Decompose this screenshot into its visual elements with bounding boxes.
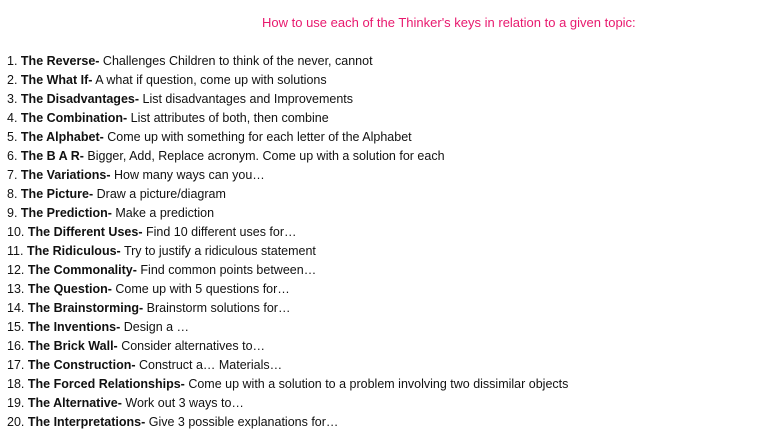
list-item (7, 128, 568, 147)
key-name: The Picture- (20, 187, 94, 201)
key-name: The Alphabet- (20, 130, 104, 144)
item-number: 16. (7, 339, 25, 353)
key-description: Find 10 different uses for… (145, 225, 297, 239)
key-name: The Interpretations- (27, 415, 146, 429)
list-item (7, 356, 568, 375)
key-name: The Ridiculous- (26, 244, 121, 258)
item-number: 4. (7, 111, 18, 125)
list-item (7, 52, 568, 71)
list-item (7, 71, 568, 90)
key-description: Consider alternatives to… (121, 339, 266, 353)
key-description: Design a … (123, 320, 190, 334)
key-description: Challenges Children to think of the never, cannot (102, 54, 373, 68)
key-description: Try to justify a ridiculous statement (123, 244, 316, 258)
key-description: Construct a… Materials… (139, 358, 283, 372)
item-number: 11. (7, 244, 24, 258)
list-item (7, 299, 568, 318)
list-item (7, 318, 568, 337)
item-number: 1. (7, 54, 18, 68)
key-name: The Commonality- (27, 263, 137, 277)
item-number: 6. (7, 149, 18, 163)
key-description: Bigger, Add, Replace acronym. Come up with a solution for each (87, 149, 445, 163)
list-item (7, 166, 568, 185)
key-description: Give 3 possible explanations for… (148, 415, 339, 429)
key-name: The Disadvantages- (20, 92, 140, 106)
list-item (7, 204, 568, 223)
item-number: 18. (7, 377, 25, 391)
item-number: 9. (7, 206, 18, 220)
item-number: 15. (7, 320, 25, 334)
item-number: 17. (7, 358, 25, 372)
list-item (7, 147, 568, 166)
item-number: 8. (7, 187, 18, 201)
key-name: The Construction- (27, 358, 136, 372)
key-name: The What If- (20, 73, 93, 87)
page-title: How to use each of the Thinker's keys in relation to a given topic: (262, 15, 636, 30)
list-item (7, 242, 568, 261)
key-name: The Inventions- (27, 320, 121, 334)
key-name: The Brick Wall- (27, 339, 118, 353)
list-item (7, 90, 568, 109)
list-item (7, 375, 568, 394)
key-description: Work out 3 ways to… (125, 396, 244, 410)
list-item (7, 413, 568, 432)
item-number: 12. (7, 263, 25, 277)
key-name: The Variations- (20, 168, 111, 182)
key-name: The Alternative- (27, 396, 122, 410)
key-name: The Combination- (20, 111, 128, 125)
key-name: The Question- (27, 282, 112, 296)
item-number: 13. (7, 282, 25, 296)
list-item (7, 261, 568, 280)
key-name: The Prediction- (20, 206, 112, 220)
item-number: 10. (7, 225, 25, 239)
item-number: 3. (7, 92, 18, 106)
list-item (7, 185, 568, 204)
list-item (7, 109, 568, 128)
item-number: 2. (7, 73, 18, 87)
list-item (7, 280, 568, 299)
thinkers-keys-list (7, 52, 568, 432)
key-description: Come up with a solution to a problem involving two dissimilar objects (188, 377, 569, 391)
key-description: A what if question, come up with solutions (95, 73, 327, 87)
item-number: 20. (7, 415, 25, 429)
key-name: The B A R- (20, 149, 84, 163)
key-description: Come up with something for each letter of the Alphabet (107, 130, 412, 144)
item-number: 19. (7, 396, 25, 410)
item-number: 7. (7, 168, 18, 182)
list-item (7, 223, 568, 242)
list-item (7, 394, 568, 413)
key-description: List disadvantages and Improvements (142, 92, 354, 106)
key-description: Come up with 5 questions for… (115, 282, 290, 296)
key-description: Find common points between… (140, 263, 317, 277)
item-number: 14. (7, 301, 25, 315)
key-name: The Brainstorming- (27, 301, 144, 315)
key-description: List attributes of both, then combine (130, 111, 329, 125)
key-name: The Reverse- (20, 54, 100, 68)
list-item (7, 337, 568, 356)
key-description: Draw a picture/diagram (96, 187, 226, 201)
key-description: How many ways can you… (114, 168, 265, 182)
key-name: The Forced Relationships- (27, 377, 185, 391)
key-description: Brainstorm solutions for… (146, 301, 291, 315)
item-number: 5. (7, 130, 18, 144)
key-description: Make a prediction (115, 206, 215, 220)
key-name: The Different Uses- (27, 225, 143, 239)
